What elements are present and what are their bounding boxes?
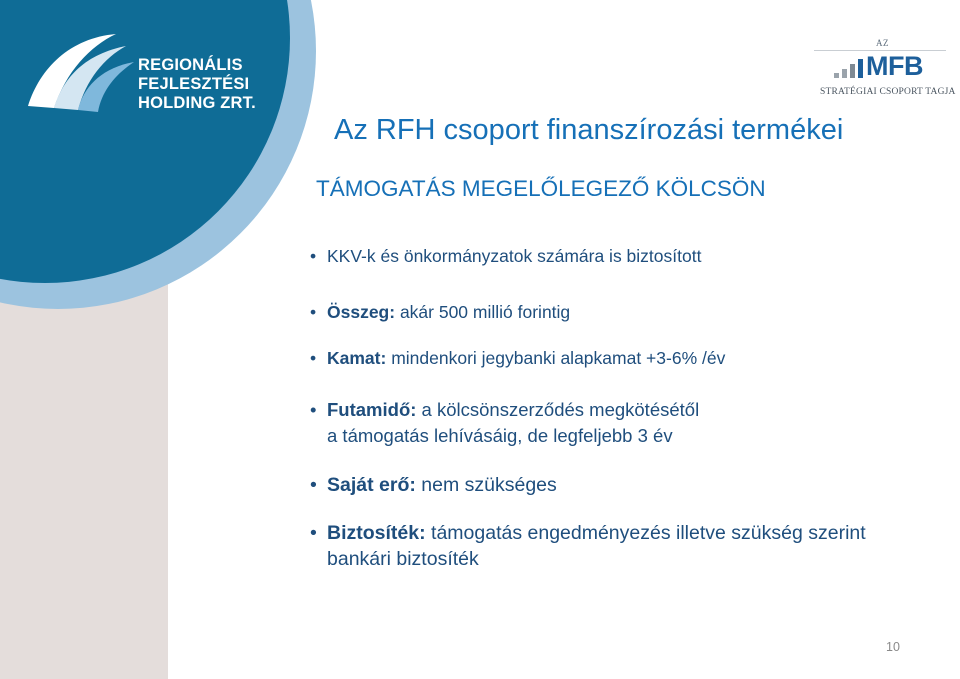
bullet-text: nem szükséges [415,474,557,496]
rfh-wave-logo-icon [20,28,140,118]
rfh-logo-text [138,56,256,113]
bullet-label: Összeg: [327,302,396,322]
logo-line-3: HOLDING ZRT. [138,94,256,112]
bullet-label: Saját erő: [327,474,416,496]
slide-title: Az RFH csoport finanszírozási termékei [334,114,844,146]
slide-subtitle: TÁMOGATÁS MEGELŐLEGEZŐ KÖLCSÖN [316,176,766,201]
bullet-dot-icon: • [310,302,317,322]
bullet-dot-icon: • [310,522,317,544]
bullet-text: támogatás engedményezés illetve szükség szerint [425,522,866,544]
mfb-logo [814,36,956,102]
bullet-dot-icon: • [310,246,317,266]
bullet-text-continued: bankári biztosíték [327,548,479,570]
bullet-dot-icon: • [310,348,317,368]
mfb-prefix: AZ [876,38,889,48]
rfh-logo [20,28,260,118]
bullet-label: Kamat: [327,348,387,368]
bullet-label: Futamidő: [327,399,417,420]
page-number: 10 [886,640,900,654]
bullet-text: mindenkori jegybanki alapkamat +3-6% /év [386,348,726,368]
bullet-dot-icon: • [310,399,317,420]
bullet-text: KKV-k és önkormányzatok számára is biztosított [327,246,702,266]
mfb-bars-icon [834,58,864,78]
logo-line-1: REGIONÁLIS [138,56,243,74]
logo-line-2: FEJLESZTÉSI [138,75,250,93]
bullet-dot-icon: • [310,474,317,496]
bullet-text-continued: a támogatás lehívásáig, de legfeljebb 3 év [327,425,673,446]
bullet-label: Biztosíték: [327,522,426,544]
bullet-text: akár 500 millió forintig [395,302,571,322]
bullet-text: a kölcsönszerződés megkötésétől [416,399,700,420]
mfb-name: MFB [866,51,923,81]
mfb-tagline: STRATÉGIAI CSOPORT TAGJA [820,87,956,97]
